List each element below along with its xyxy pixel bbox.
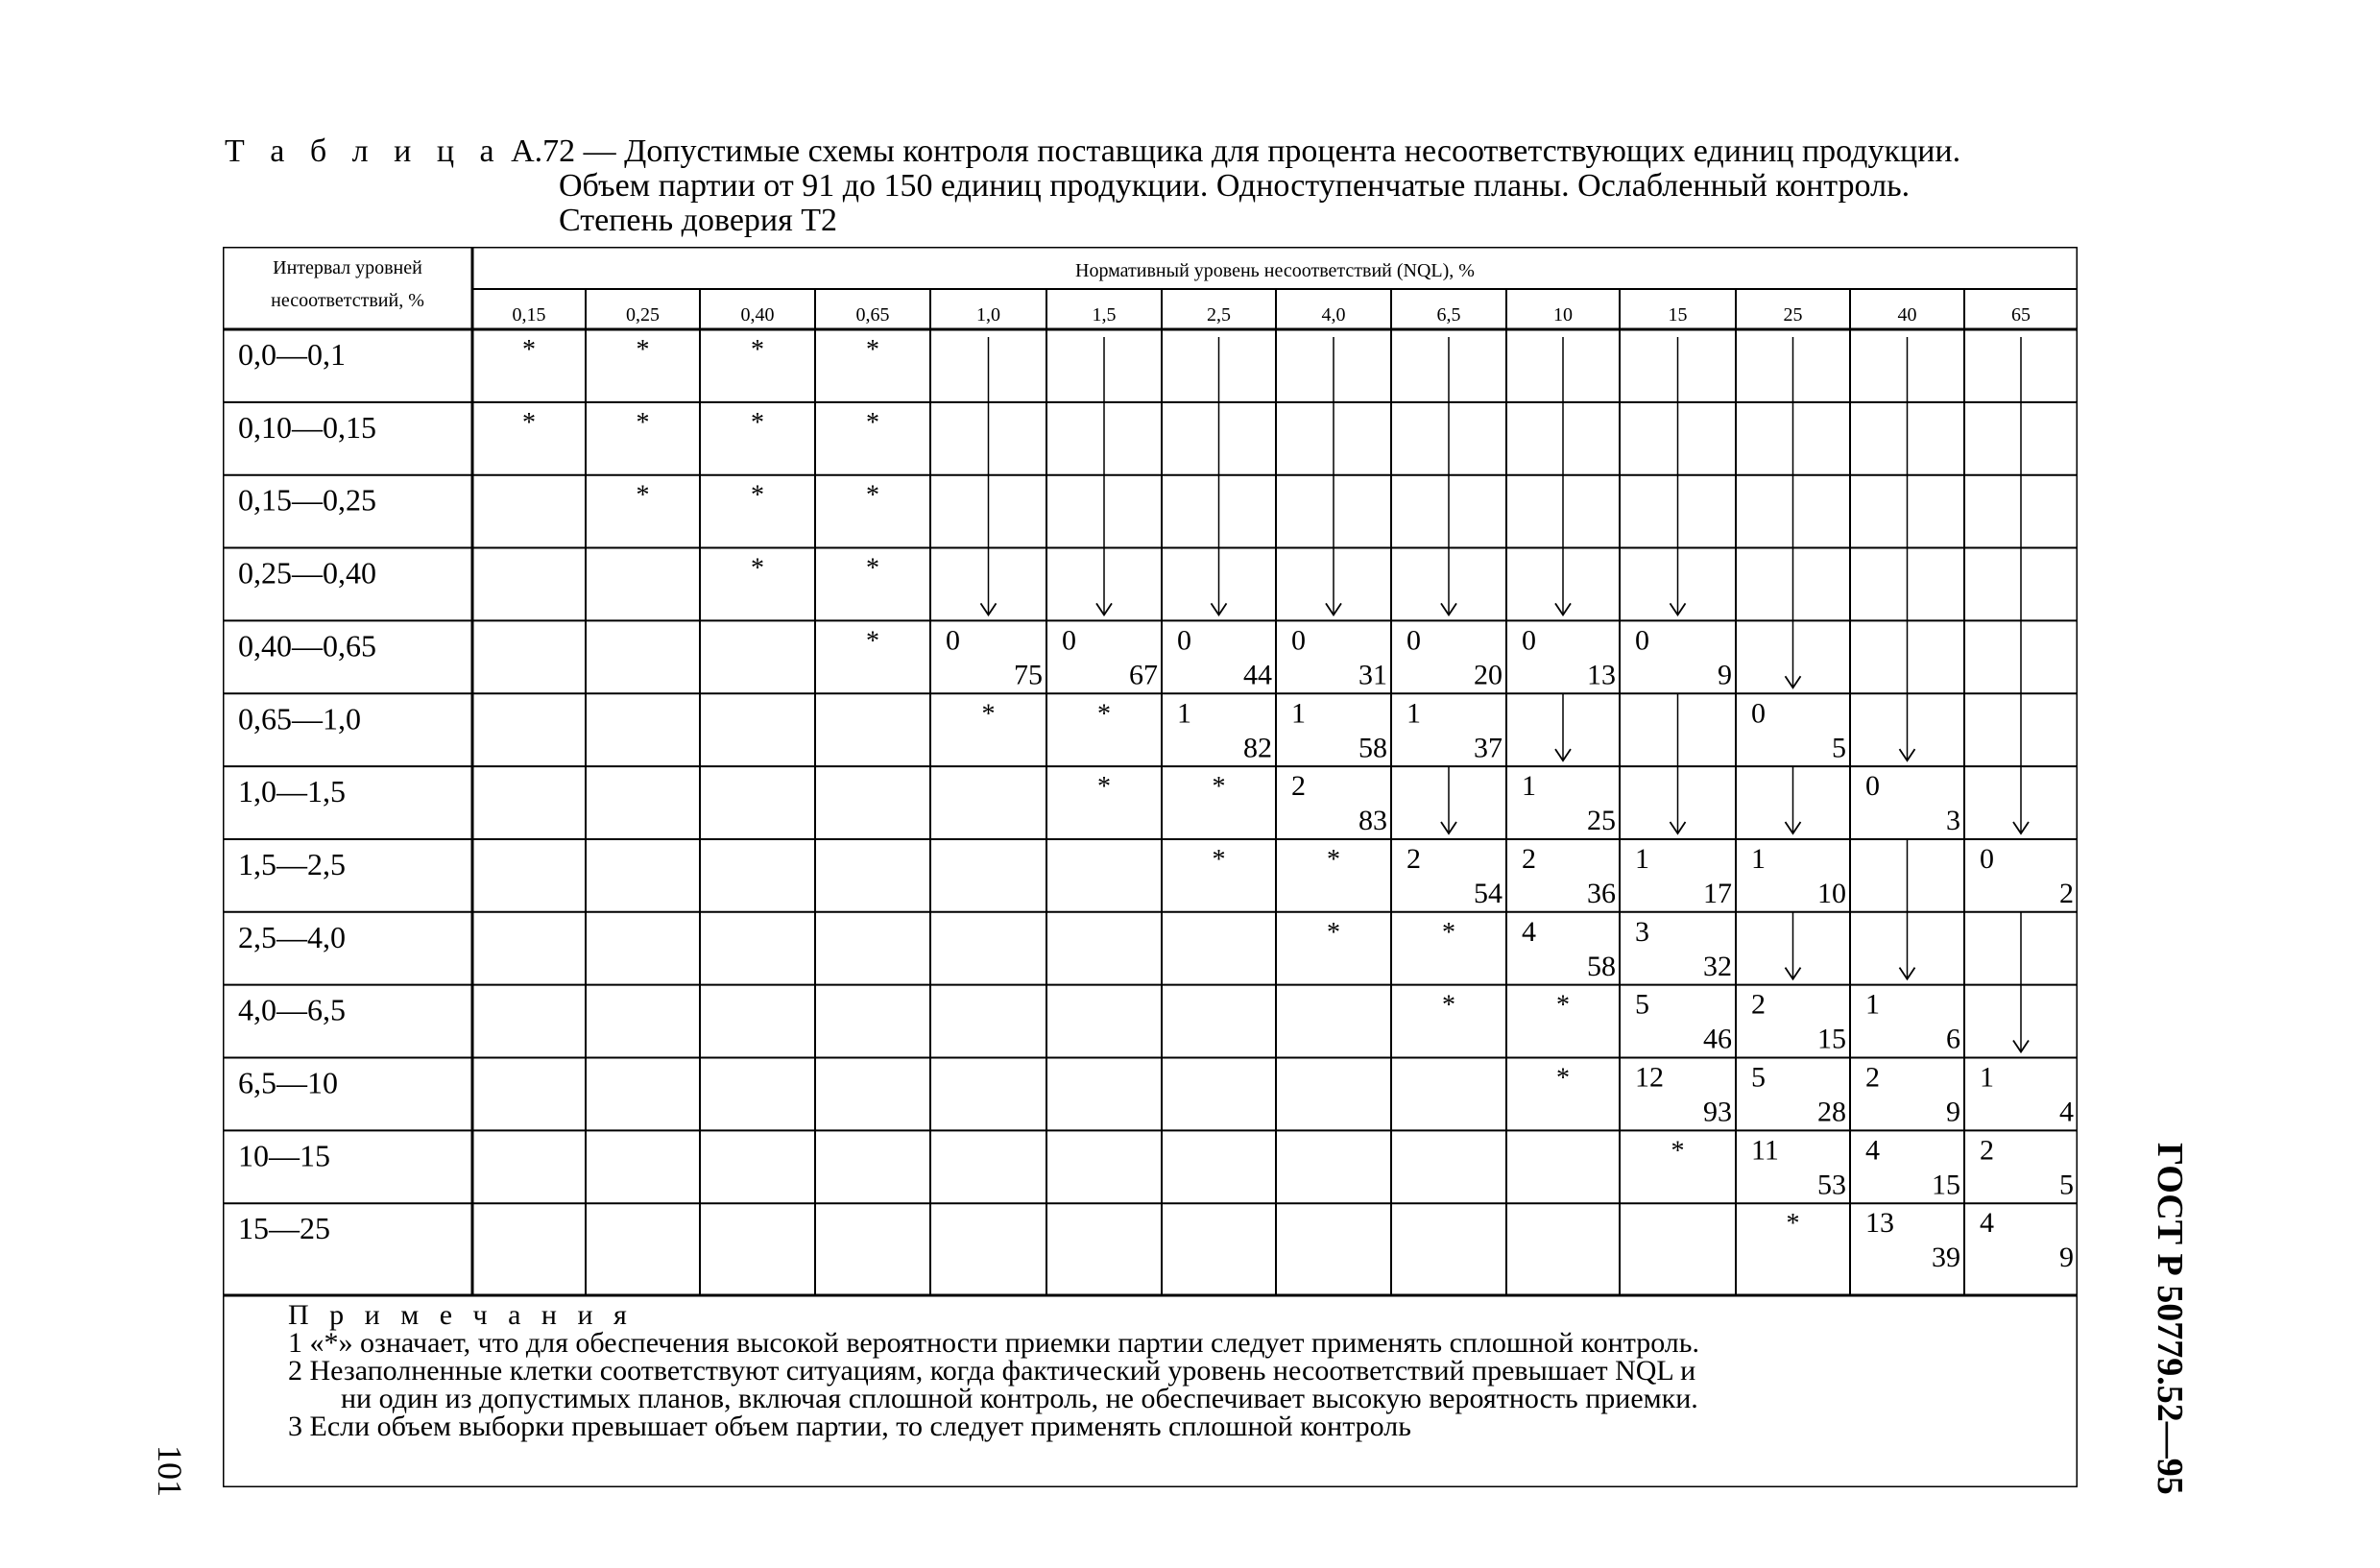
sample-size: 4: [2059, 1096, 2074, 1128]
marker-full-inspection: *: [866, 553, 879, 584]
corner-header-line-1: Интервал уровней: [273, 257, 422, 278]
marker-full-inspection: *: [1556, 990, 1570, 1021]
row-label: 4,0—6,5: [238, 992, 346, 1027]
sample-size: 58: [1358, 732, 1387, 764]
note-3: 3 Если объем выборки превышает объем партии, то следует применять сплошной контроль: [288, 1411, 1411, 1442]
acceptance-number: 11: [1751, 1134, 1779, 1167]
acceptance-number: 1: [1291, 697, 1306, 730]
acceptance-number: 0: [1177, 624, 1191, 657]
sample-size: 20: [1474, 659, 1503, 691]
column-header: 1,5: [1092, 304, 1117, 326]
marker-full-inspection: *: [751, 407, 764, 438]
acceptance-number: 1: [1177, 697, 1191, 730]
acceptance-number: 0: [1751, 697, 1766, 730]
caption-line-3: Степень доверия Т2: [559, 203, 838, 238]
row-label: 2,5—4,0: [238, 919, 346, 954]
column-header: 6,5: [1436, 304, 1461, 326]
sample-size: 37: [1474, 732, 1503, 764]
marker-full-inspection: *: [1327, 917, 1340, 948]
marker-full-inspection: *: [866, 335, 879, 365]
column-header: 0,25: [626, 304, 660, 326]
marker-full-inspection: *: [1556, 1063, 1570, 1094]
nql-group-header: Нормативный уровень несоответствий (NQL), %: [1075, 260, 1475, 281]
sample-size: 9: [1946, 1096, 1960, 1128]
marker-full-inspection: *: [1097, 699, 1111, 730]
sample-size: 25: [1587, 805, 1616, 837]
note-1: 1 «*» означает, что для обеспечения высокой вероятности приемки партии следует применять сплошной контроль.: [288, 1327, 1699, 1359]
acceptance-number: 12: [1635, 1061, 1664, 1094]
acceptance-number: 4: [1980, 1207, 1994, 1240]
sample-size: 13: [1587, 659, 1616, 691]
sample-size: 58: [1587, 950, 1616, 982]
sample-size: 9: [2059, 1242, 2074, 1274]
acceptance-number: 1: [1751, 842, 1766, 875]
marker-full-inspection: *: [636, 480, 650, 511]
column-header: 25: [1783, 304, 1803, 326]
row-label: 0,15—0,25: [238, 482, 376, 518]
column-header: 0,40: [740, 304, 775, 326]
acceptance-number: 1: [1635, 842, 1649, 875]
marker-full-inspection: *: [866, 407, 879, 438]
acceptance-number: 0: [1406, 624, 1421, 657]
row-label: 0,40—0,65: [238, 628, 376, 663]
marker-full-inspection: *: [1786, 1209, 1800, 1240]
sample-size: 28: [1817, 1096, 1846, 1128]
acceptance-number: 0: [1635, 624, 1649, 657]
sample-size: 9: [1718, 659, 1732, 691]
acceptance-number: 0: [1865, 770, 1880, 803]
row-label: 0,65—1,0: [238, 701, 361, 736]
note-2b: ни один из допустимых планов, включая сплошной контроль, не обеспечивает высокую вероятность приемки.: [341, 1383, 1698, 1414]
sample-size: 31: [1358, 659, 1387, 691]
column-header: 40: [1897, 304, 1917, 326]
sample-size: 53: [1817, 1169, 1846, 1201]
sample-size: 93: [1703, 1096, 1732, 1128]
sample-size: 82: [1243, 732, 1272, 764]
row-label: 1,0—1,5: [238, 774, 346, 809]
row-label: 15—25: [238, 1211, 330, 1246]
sample-size: 10: [1817, 877, 1846, 909]
sample-size: 5: [1832, 732, 1846, 764]
sample-size: 6: [1946, 1023, 1960, 1055]
marker-full-inspection: *: [751, 553, 764, 584]
sample-size: 3: [1946, 805, 1960, 837]
column-header: 1,0: [976, 304, 1000, 326]
sample-size: 15: [1932, 1169, 1960, 1201]
caption-line-2: Объем партии от 91 до 150 единиц продукции. Одноступенчатые планы. Ослабленный контроль.: [559, 168, 1911, 204]
acceptance-number: 0: [1062, 624, 1076, 657]
acceptance-number: 0: [1522, 624, 1536, 657]
row-label: 0,10—0,15: [238, 409, 376, 445]
sample-size: 54: [1474, 877, 1503, 909]
row-label: 1,5—2,5: [238, 846, 346, 881]
column-header: 15: [1668, 304, 1688, 326]
row-label: 0,25—0,40: [238, 555, 376, 591]
acceptance-number: 1: [1980, 1061, 1994, 1094]
sample-size: 15: [1817, 1023, 1846, 1055]
acceptance-number: 1: [1406, 697, 1421, 730]
acceptance-number: 2: [1406, 842, 1421, 875]
marker-full-inspection: *: [522, 407, 536, 438]
sample-size: 2: [2059, 877, 2074, 909]
sample-size: 32: [1703, 950, 1732, 982]
sample-size: 75: [1014, 659, 1043, 691]
column-header: 4,0: [1321, 304, 1346, 326]
acceptance-number: 4: [1865, 1134, 1880, 1167]
acceptance-number: 2: [1291, 770, 1306, 803]
page-number: [144, 1435, 202, 1512]
sample-size: 39: [1932, 1242, 1960, 1274]
sample-size: 83: [1358, 805, 1387, 837]
sample-size: 67: [1129, 659, 1158, 691]
row-label: 10—15: [238, 1138, 330, 1173]
acceptance-number: 5: [1635, 988, 1649, 1021]
page-number-text: 101: [151, 1445, 189, 1497]
notes-block: [288, 1301, 2074, 1440]
column-header: 2,5: [1207, 304, 1231, 326]
marker-full-inspection: *: [522, 335, 536, 365]
marker-full-inspection: *: [1671, 1136, 1685, 1167]
caption-label: Т а б л и ц а: [225, 133, 503, 169]
sample-size: 44: [1243, 659, 1272, 691]
caption-line-1: А.72 — Допустимые схемы контроля поставщика для процента несоответствующих единиц продукции.: [511, 133, 1961, 169]
sample-size: 17: [1703, 877, 1732, 909]
marker-full-inspection: *: [751, 480, 764, 511]
column-header: 10: [1553, 304, 1573, 326]
acceptance-number: 0: [1291, 624, 1306, 657]
marker-full-inspection: *: [866, 626, 879, 657]
acceptance-number: 4: [1522, 915, 1536, 948]
marker-full-inspection: *: [636, 407, 650, 438]
sample-size: 36: [1587, 877, 1616, 909]
column-header: 0,15: [512, 304, 546, 326]
acceptance-number: 5: [1751, 1061, 1766, 1094]
acceptance-number: 0: [946, 624, 960, 657]
row-label: 0,0—0,1: [238, 337, 346, 372]
corner-header-line-2: несоответствий, %: [271, 290, 424, 311]
acceptance-number: 3: [1635, 915, 1649, 948]
marker-full-inspection: *: [1212, 772, 1226, 803]
acceptance-number: 2: [1522, 842, 1536, 875]
marker-full-inspection: *: [636, 335, 650, 365]
acceptance-number: 1: [1865, 988, 1880, 1021]
marker-full-inspection: *: [981, 699, 996, 730]
notes-heading: П р и м е ч а н и я: [288, 1299, 634, 1331]
marker-full-inspection: *: [751, 335, 764, 365]
acceptance-number: 1: [1522, 770, 1536, 803]
standard-designation-text: ГОСТ Р 50779.52—95: [2150, 1143, 2190, 1495]
acceptance-number: 2: [1865, 1061, 1880, 1094]
marker-full-inspection: *: [1327, 844, 1340, 875]
row-label: 6,5—10: [238, 1065, 338, 1100]
table-caption: [225, 134, 2106, 238]
acceptance-number: 0: [1980, 842, 1994, 875]
note-2a: 2 Незаполненные клетки соответствуют ситуациям, когда фактический уровень несоответствий превышает NQL и: [288, 1355, 1696, 1387]
marker-full-inspection: *: [1442, 990, 1455, 1021]
acceptance-number: 2: [1980, 1134, 1994, 1167]
marker-full-inspection: *: [1442, 917, 1455, 948]
sample-size: 5: [2059, 1169, 2074, 1201]
column-header: 0,65: [855, 304, 890, 326]
acceptance-number: 2: [1751, 988, 1766, 1021]
marker-full-inspection: *: [1097, 772, 1111, 803]
marker-full-inspection: *: [866, 480, 879, 511]
column-header: 65: [2011, 304, 2031, 326]
sample-size: 46: [1703, 1023, 1732, 1055]
marker-full-inspection: *: [1212, 844, 1226, 875]
standard-designation: [2129, 1143, 2225, 1495]
acceptance-number: 13: [1865, 1207, 1894, 1240]
